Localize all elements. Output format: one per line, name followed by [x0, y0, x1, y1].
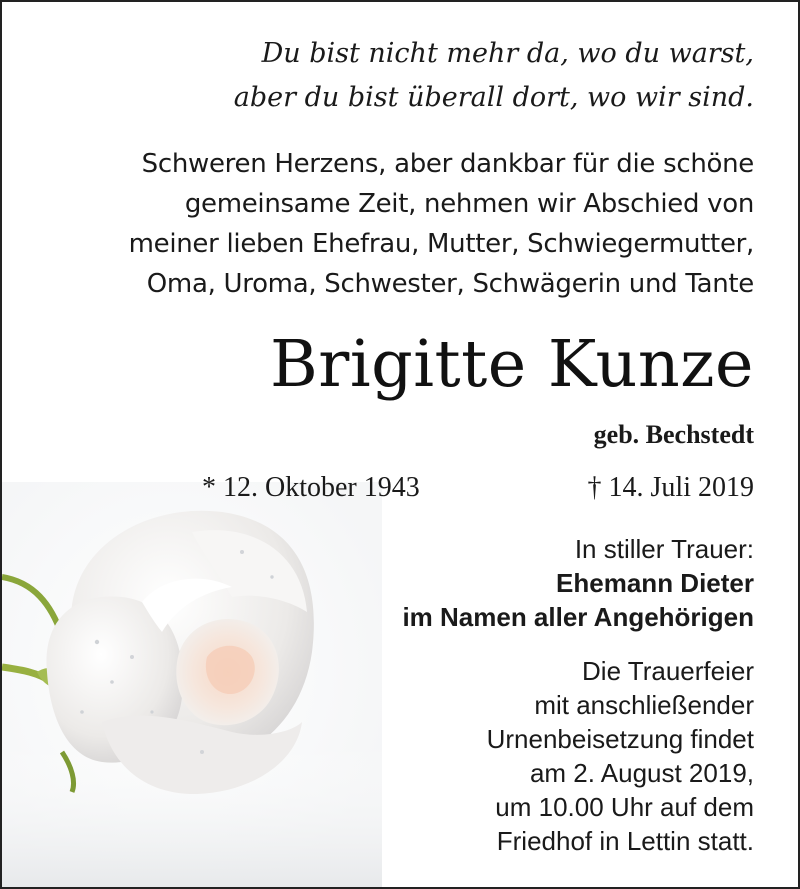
quote-line-1: Du bist nicht mehr da, wo du warst, [261, 38, 754, 69]
funeral-line-4: am 2. August 2019, [529, 758, 754, 788]
intro-line-3: meiner lieben Ehefrau, Mutter, Schwiegermutter, [128, 229, 754, 259]
death-date: † 14. Juli 2019 [587, 472, 754, 503]
funeral-line-3: Urnenbeisetzung findet [486, 724, 754, 754]
white-rose-image [2, 482, 382, 889]
deceased-name: Brigitte Kunze [270, 327, 754, 402]
funeral-line-5: um 10.00 Uhr auf dem [495, 792, 754, 822]
memorial-quote [234, 32, 754, 120]
birth-name: geb. Bechstedt [593, 420, 754, 449]
intro-text [129, 144, 754, 304]
mourners-block [402, 532, 754, 634]
mourners-line-1: Ehemann Dieter [556, 568, 754, 598]
intro-line-1: Schweren Herzens, aber dankbar für die schöne [141, 149, 754, 179]
quote-line-2: aber du bist überall dort, wo wir sind. [233, 82, 754, 113]
intro-line-4: Oma, Uroma, Schwester, Schwägerin und Tante [146, 269, 754, 299]
intro-line-2: gemeinsame Zeit, nehmen wir Abschied von [184, 189, 754, 219]
funeral-line-1: Die Trauerfeier [582, 656, 754, 686]
funeral-line-6: Friedhof in Lettin statt. [496, 826, 754, 856]
funeral-info [487, 654, 754, 858]
life-dates [202, 468, 754, 508]
birth-date: * 12. Oktober 1943 [202, 472, 420, 503]
mourners-line-2: im Namen aller Angehörigen [402, 602, 754, 632]
mourners-heading: In stiller Trauer: [574, 534, 754, 564]
funeral-line-2: mit anschließender [534, 690, 754, 720]
